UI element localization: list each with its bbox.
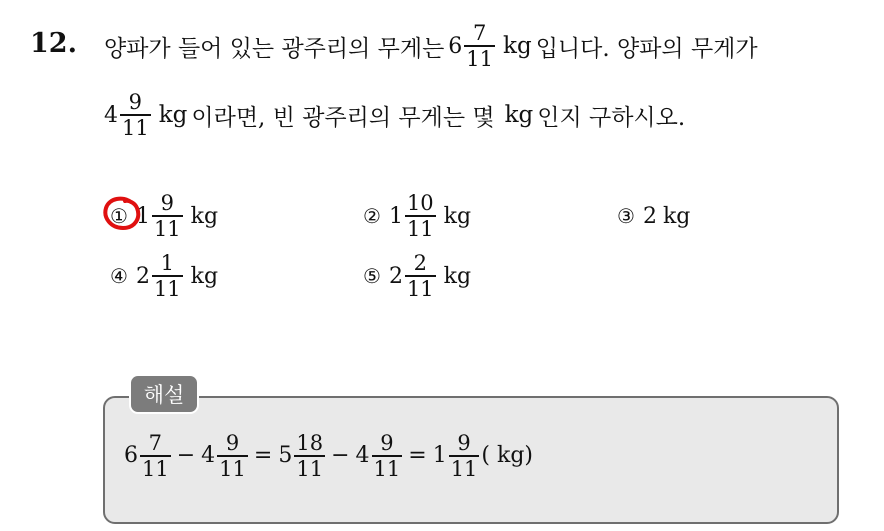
- option-marker: ④: [110, 264, 128, 288]
- option-marker: ③: [617, 204, 635, 228]
- mixed-number: [136, 252, 183, 300]
- whole-part: 6: [124, 443, 138, 469]
- denominator: 11: [153, 216, 181, 241]
- operator: −: [331, 443, 350, 469]
- option-2[interactable]: [363, 186, 475, 246]
- fraction: [405, 252, 436, 300]
- whole-part: 1: [432, 443, 447, 469]
- mixed-number: [356, 432, 403, 480]
- whole-part: 2: [388, 263, 403, 289]
- fraction: [152, 192, 183, 240]
- numerator: 7: [148, 431, 163, 455]
- denominator: 11: [296, 456, 324, 481]
- option-4[interactable]: [110, 246, 222, 306]
- denominator: 11: [219, 456, 246, 481]
- unit: kg: [662, 203, 691, 229]
- whole-part: 2: [135, 263, 150, 289]
- numerator: 1: [160, 251, 174, 276]
- mixed-number: [201, 432, 248, 480]
- unit: kg: [503, 33, 532, 59]
- numerator: 18: [296, 431, 324, 455]
- denominator: 11: [373, 456, 401, 481]
- fraction: [294, 432, 325, 480]
- fraction: [449, 432, 480, 480]
- fraction: [217, 432, 248, 480]
- numerator: 9: [160, 191, 174, 216]
- unit: kg: [158, 102, 188, 128]
- whole-part: 4: [104, 102, 118, 128]
- answer-circle-mark: [101, 194, 145, 234]
- mixed-number: [448, 22, 495, 70]
- unit: ( kg): [481, 443, 533, 469]
- denominator: 11: [406, 276, 434, 301]
- unit: kg: [504, 102, 534, 128]
- fraction: [464, 22, 495, 70]
- mixed-number: [433, 432, 480, 480]
- unit: kg: [190, 203, 219, 229]
- fraction: [372, 432, 403, 480]
- question-text: 이라면, 빈 광주리의 무게는 몇: [191, 104, 495, 131]
- denominator: 11: [142, 456, 169, 481]
- unit: kg: [443, 263, 472, 289]
- whole-part: 5: [278, 443, 293, 469]
- option-5[interactable]: [363, 246, 475, 306]
- fraction: [120, 91, 151, 139]
- operator: =: [408, 443, 427, 469]
- option-marker: ②: [363, 204, 381, 228]
- question-text: 인지 구하시오.: [537, 104, 686, 131]
- mixed-number: [104, 91, 151, 139]
- question-number: 12.: [30, 28, 77, 59]
- option-3[interactable]: [617, 186, 694, 246]
- question-text: 입니다. 양파의 무게가: [535, 35, 758, 62]
- denominator: 11: [122, 115, 149, 140]
- numerator: 7: [472, 21, 487, 46]
- numerator: 2: [413, 251, 427, 276]
- unit: kg: [443, 203, 472, 229]
- numerator: 9: [225, 431, 240, 455]
- numerator: 9: [128, 90, 143, 115]
- whole-part: 1: [388, 203, 403, 229]
- mixed-number: [389, 252, 436, 300]
- whole-part: 1: [135, 203, 150, 229]
- operator: =: [253, 443, 273, 469]
- option-marker: ①: [110, 204, 128, 228]
- numerator: 9: [457, 431, 471, 455]
- question-line-1: [104, 14, 758, 78]
- question-line-2: [104, 83, 685, 147]
- numerator: 9: [380, 431, 394, 455]
- operator: −: [176, 443, 196, 469]
- whole-part: 4: [201, 443, 216, 469]
- denominator: 11: [406, 216, 434, 241]
- denominator: 11: [153, 276, 181, 301]
- fraction: [405, 192, 436, 240]
- whole-part: 4: [355, 443, 370, 469]
- denominator: 11: [450, 456, 478, 481]
- unit: kg: [190, 263, 219, 289]
- question-text: 양파가 들어 있는 광주리의 무게는: [104, 35, 445, 62]
- mixed-number: [278, 432, 325, 480]
- denominator: 11: [466, 46, 494, 71]
- fraction: [140, 432, 171, 480]
- whole-part: 6: [448, 33, 463, 59]
- explanation-label: 해설: [129, 374, 199, 414]
- numerator: 10: [406, 191, 434, 216]
- option-marker: ⑤: [363, 264, 381, 288]
- mixed-number: [124, 432, 171, 480]
- fraction: [152, 252, 183, 300]
- mixed-number: [389, 192, 436, 240]
- option-value: 2: [642, 203, 657, 229]
- explanation-equation: [124, 432, 533, 480]
